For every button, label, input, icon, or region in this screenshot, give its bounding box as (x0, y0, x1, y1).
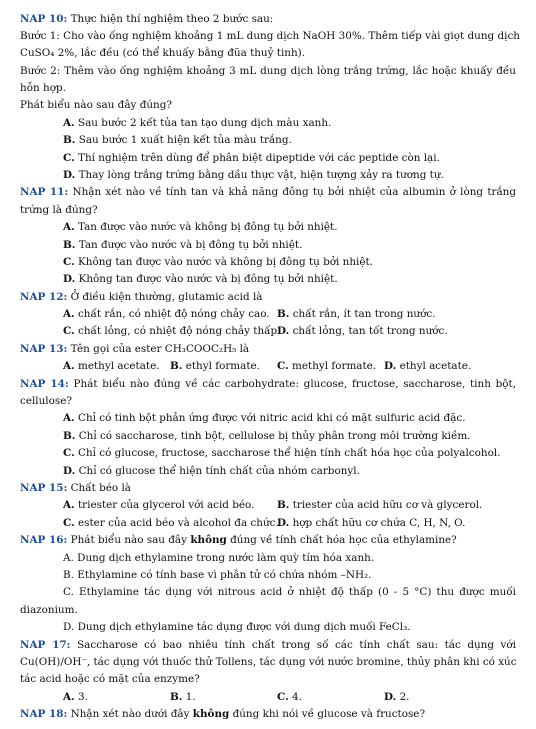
q11-label: NAP 11: (20, 186, 69, 198)
q15-option-c[interactable]: C. ester của acid béo và alcohol đa chức. (63, 517, 279, 529)
q12-label: NAP 12: (20, 291, 68, 303)
q10-step1-line1: Bước 1: Cho vào ống nghiệm khoảng 1 mL dung dịch NaOH 30%. Thêm tiếp vài giọt dung dịch (20, 30, 520, 42)
q10-option-b[interactable]: B. Sau bước 1 xuất hiện kết tủa màu trắng. (63, 134, 292, 146)
q14-option-a[interactable]: A. Chỉ có tinh bột phản ứng được với nitric acid khi có mặt sulfuric acid đặc. (63, 412, 466, 424)
q14-option-b[interactable]: B. Chỉ có saccharose, tinh bột, cellulose bị thủy phân trong môi trường kiềm. (63, 430, 471, 442)
q13-option-d[interactable]: D. ethyl acetate. (384, 360, 472, 372)
q17-stem-line2: Cu(OH)/OH⁻, tác dụng với thuốc thử Tollens, tác dụng với nước bromine, thủy phân khi có xúc (20, 656, 517, 668)
q10-option-d[interactable]: D. Thay lòng trắng trứng bằng dầu thực vật, hiện tượng xảy ra tương tự. (63, 169, 444, 181)
q15-option-b[interactable]: B. triester của acid hữu cơ và glycerol. (277, 499, 483, 511)
q17-label: NAP 17: (20, 639, 71, 651)
q17-option-c[interactable]: C. 4. (277, 691, 302, 703)
q11-stem-line2: trứng là đúng? (20, 204, 98, 216)
q11-stem-line1: NAP 11: Nhận xét nào về tính tan và khả năng đông tụ bởi nhiệt của albumin ở lòng trắng (20, 186, 516, 198)
q10-ask: Phát biểu nào sau đây đúng? (20, 99, 172, 111)
q12-option-d[interactable]: D. chất lỏng, tan tốt trong nước. (277, 325, 448, 337)
q10-stem: NAP 10: Thực hiện thí nghiệm theo 2 bước sau: (20, 13, 274, 25)
q15-option-d[interactable]: D. hợp chất hữu cơ chứa C, H, N, O. (277, 517, 466, 529)
q10-option-a[interactable]: A. Sau bước 2 kết tủa tan tạo dung dịch màu xanh. (63, 117, 332, 129)
q16-option-d[interactable]: D. Dung dịch ethylamine tác dụng được với dung dịch muối FeCl₃. (63, 621, 411, 633)
q16-option-c-line1[interactable]: C. Ethylamine tác dụng với nitrous acid ở nhiệt độ thấp (0 - 5 °C) thu được muối (63, 586, 516, 598)
q10-step2-line1: Bước 2: Thêm vào ống nghiệm khoảng 3 mL dung dịch lòng trắng trứng, lắc hoặc khuấy đều (20, 65, 516, 77)
q11-option-c[interactable]: C. Không tan được vào nước và không bị đông tụ bởi nhiệt. (63, 256, 373, 268)
q14-stem-line2: cellulose? (20, 395, 72, 407)
q18-stem: NAP 18: Nhận xét nào dưới đây không đúng khi nói về glucose và fructose? (20, 708, 426, 720)
q17-stem-line3: tác acid hoặc có mặt của enzyme? (20, 673, 200, 685)
q12-option-b[interactable]: B. chất rắn, ít tan trong nước. (277, 308, 436, 320)
q16-option-a[interactable]: A. Dung dịch ethylamine trong nước làm quỳ tím hóa xanh. (63, 552, 375, 564)
q10-option-c[interactable]: C. Thí nghiệm trên dùng để phân biệt dipeptide với các peptide còn lại. (63, 152, 440, 164)
q18-label: NAP 18: (20, 708, 68, 720)
q17-option-b[interactable]: B. 1. (170, 691, 196, 703)
q14-option-d[interactable]: D. Chỉ có glucose thể hiện tính chất của nhóm carbonyl. (63, 465, 360, 477)
q14-label: NAP 14: (20, 378, 69, 390)
q15-option-a[interactable]: A. triester của glycerol với acid béo. (63, 499, 255, 511)
q15-stem: NAP 15: Chất béo là (20, 482, 131, 494)
q13-stem: NAP 13: Tên gọi của ester CH₃COOC₂H₅ là (20, 343, 250, 355)
q16-option-c-line2: diazonium. (20, 604, 78, 616)
q16-option-b[interactable]: B. Ethylamine có tính base vì phân tử có chứa nhóm –NH₂. (63, 569, 372, 581)
q17-stem-line1: NAP 17: Saccharose có bao nhiêu tính chất trong số các tính chất sau: tác dụng với (20, 639, 516, 651)
q16-stem: NAP 16: Phát biểu nào sau đây không đúng về tính chất hóa học của ethylamine? (20, 534, 457, 546)
q13-option-c[interactable]: C. methyl formate. (277, 360, 377, 372)
q15-label: NAP 15: (20, 482, 68, 494)
q10-step1-line2: CuSO₄ 2%, lắc đều (có thể khuấy bằng đũa thuỷ tinh). (20, 47, 306, 59)
q11-option-b[interactable]: B. Tan được vào nước và bị đông tụ bởi nhiệt. (63, 239, 303, 251)
q12-option-c[interactable]: C. chất lỏng, có nhiệt độ nóng chảy thấp. (63, 325, 281, 337)
q12-stem: NAP 12: Ở điều kiện thường, glutamic acid là (20, 291, 263, 303)
q17-option-d[interactable]: D. 2. (384, 691, 410, 703)
q12-option-a[interactable]: A. chất rắn, có nhiệt độ nóng chảy cao. (63, 308, 270, 320)
q10-step2-line2: hỗn hợp. (20, 82, 66, 94)
q11-option-a[interactable]: A. Tan được vào nước và không bị đông tụ bởi nhiệt. (63, 221, 338, 233)
q16-label: NAP 16: (20, 534, 68, 546)
q13-option-a[interactable]: A. methyl acetate. (63, 360, 160, 372)
q13-option-b[interactable]: B. ethyl formate. (170, 360, 260, 372)
q11-option-d[interactable]: D. Không tan được vào nước và bị đông tụ bởi nhiệt. (63, 273, 338, 285)
q13-label: NAP 13: (20, 343, 68, 355)
q14-stem-line1: NAP 14: Phát biểu nào đúng về các carbohydrate: glucose, fructose, saccharose, tinh bột, (20, 378, 516, 390)
q10-label: NAP 10: (20, 13, 68, 25)
q14-option-c[interactable]: C. Chỉ có glucose, fructose, saccharose thể hiện tính chất hóa học của polyalcohol. (63, 447, 501, 459)
q17-option-a[interactable]: A. 3. (63, 691, 88, 703)
